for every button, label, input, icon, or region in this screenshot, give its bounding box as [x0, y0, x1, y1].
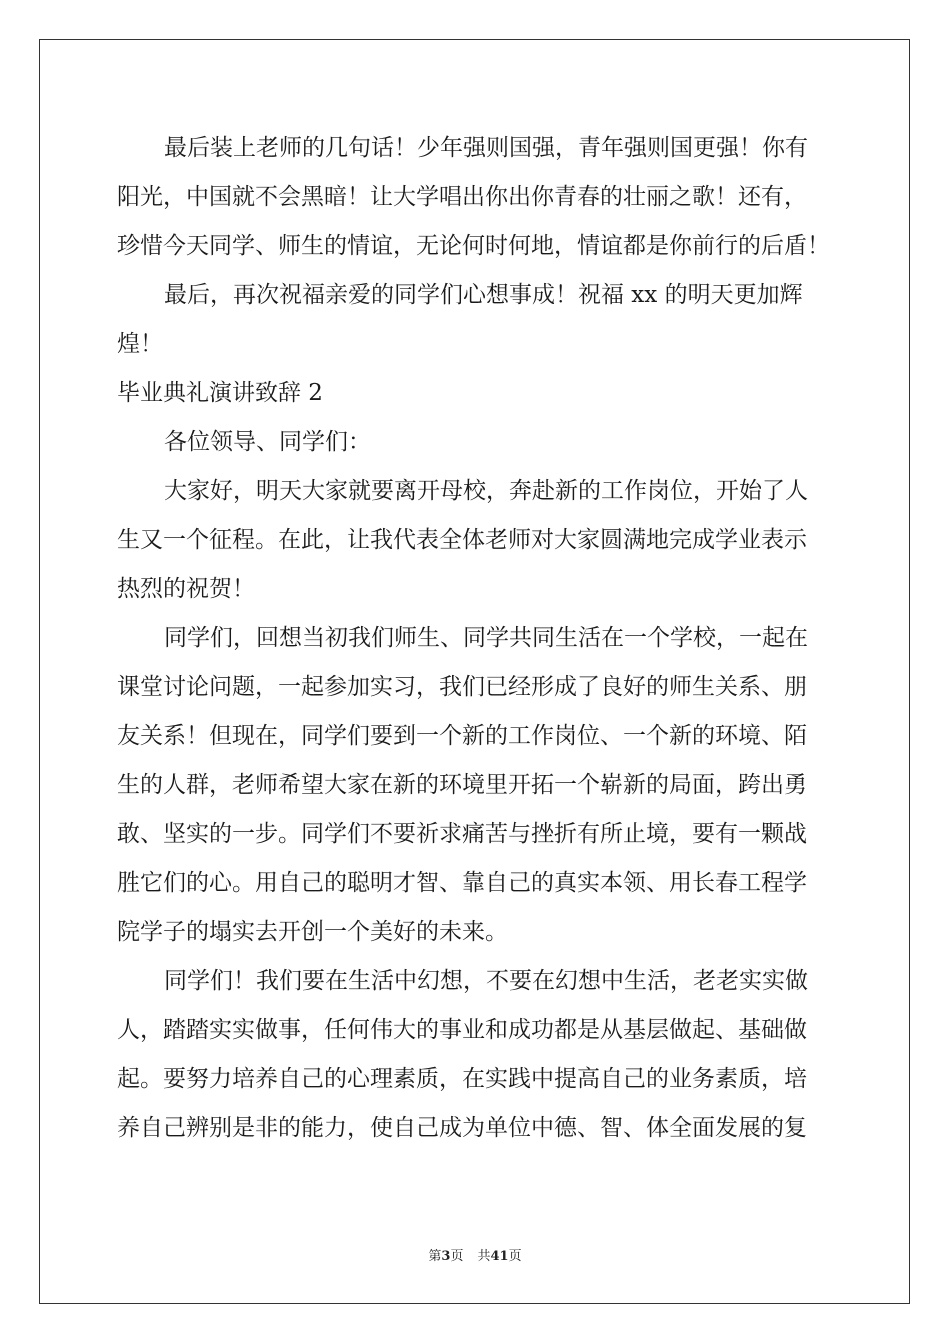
- paragraph-line: 敢、坚实的一步。同学们不要祈求痛苦与挫折有所止境，要有一颗战: [117, 821, 807, 847]
- paragraph-line: 珍惜今天同学、师生的情谊，无论何时何地，情谊都是你前行的后盾！: [117, 233, 830, 259]
- paragraph-line: 大家好，明天大家就要离开母校，奔赴新的工作岗位，开始了人: [164, 478, 808, 504]
- salutation: 各位领导、同学们：: [164, 429, 371, 455]
- paragraph-line: 热烈的祝贺！: [117, 576, 255, 602]
- paragraph-line: 同学们！我们要在生活中幻想，不要在幻想中生活，老老实实做: [164, 968, 808, 994]
- paragraph-line: 人，踏踏实实做事，任何伟大的事业和成功都是从基层做起、基础做: [117, 1017, 807, 1043]
- total-suffix: 页: [508, 1249, 522, 1264]
- paragraph-line: 最后装上老师的几句话！少年强则国强，青年强则国更强！你有: [164, 135, 808, 161]
- paragraph-line: 生的人群，老师希望大家在新的环境里开拓一个崭新的局面，跨出勇: [117, 772, 807, 798]
- paragraph-line: 胜它们的心。用自己的聪明才智、靠自己的真实本领、用长春工程学: [117, 870, 807, 896]
- paragraph-line: 阳光，中国就不会黑暗！让大学唱出你出你青春的壮丽之歌！还有，: [117, 184, 807, 210]
- section-heading: 毕业典礼演讲致辞 2: [117, 380, 323, 406]
- page-suffix: 页: [450, 1249, 464, 1264]
- paragraph-line: 养自己辨别是非的能力，使自己成为单位中德、智、体全面发展的复: [117, 1115, 807, 1141]
- total-prefix: 共: [477, 1249, 491, 1264]
- paragraph-line: 课堂讨论问题，一起参加实习，我们已经形成了良好的师生关系、朋: [117, 674, 807, 700]
- document-body: [117, 124, 833, 1153]
- paragraph-line: 生又一个征程。在此，让我代表全体老师对大家圆满地完成学业表示: [117, 527, 807, 553]
- total-pages: 41: [490, 1249, 509, 1264]
- page-number: 3: [441, 1249, 451, 1264]
- paragraph-line: 煌！: [117, 331, 163, 357]
- paragraph-line: 同学们，回想当初我们师生、同学共同生活在一个学校，一起在: [164, 625, 808, 651]
- paragraph-line: 起。要努力培养自己的心理素质，在实践中提高自己的业务素质，培: [117, 1066, 807, 1092]
- page-footer: [0, 1247, 950, 1267]
- paragraph-line: 院学子的塌实去开创一个美好的未来。: [117, 919, 508, 945]
- page-prefix: 第: [428, 1249, 442, 1264]
- paragraph-line: 最后，再次祝福亲爱的同学们心想事成！祝福 xx 的明天更加辉: [164, 282, 803, 308]
- paragraph-line: 友关系！但现在，同学们要到一个新的工作岗位、一个新的环境、陌: [117, 723, 807, 749]
